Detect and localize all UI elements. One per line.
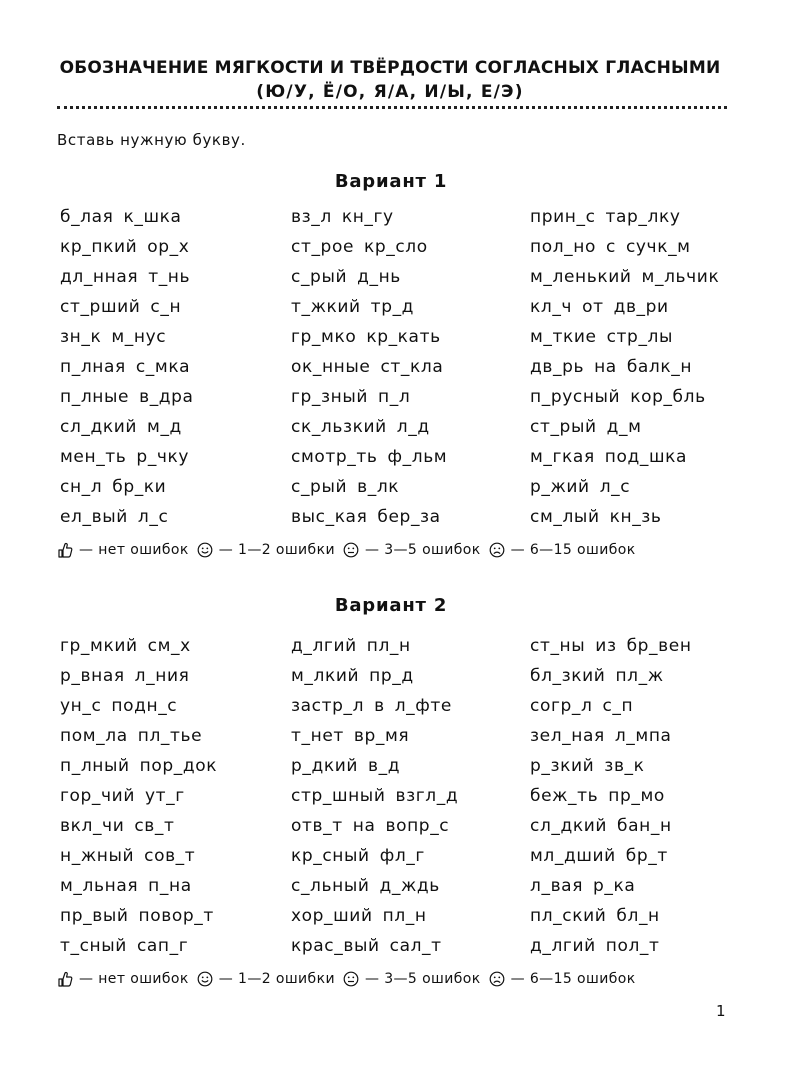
no-errors-label: — нет ошибок <box>79 542 189 558</box>
word-phrase: д_лгий пол_т <box>530 936 660 956</box>
word-phrase: с_рый д_нь <box>291 267 401 287</box>
word-phrase: дл_нная т_нь <box>60 267 191 287</box>
thumbs-up-icon <box>57 542 73 558</box>
word-phrase: кр_сный фл_г <box>291 846 425 866</box>
word-phrase: т_жкий тр_д <box>291 297 415 317</box>
word-phrase: хор_ший пл_н <box>291 906 427 926</box>
word-phrase: сн_л бр_ки <box>60 477 167 497</box>
some-errors-label: — 3—5 ошибок <box>364 542 481 558</box>
word-phrase: д_лгий пл_н <box>291 636 411 656</box>
variant-1-title: Вариант 1 <box>334 171 448 192</box>
word-phrase: ст_ны из бр_вен <box>530 636 692 656</box>
word-phrase: гр_мко кр_кать <box>291 327 441 347</box>
word-phrase: крас_вый сал_т <box>291 936 442 956</box>
word-row <box>60 875 740 905</box>
word-phrase: ст_рое кр_сло <box>291 237 428 257</box>
smiling-face-icon <box>197 542 213 558</box>
word-phrase: м_лкий пр_д <box>291 666 414 686</box>
variant-1-scoring-scale <box>57 542 636 558</box>
word-phrase: зел_ная л_мпа <box>530 726 672 746</box>
smiling-face-icon <box>197 971 213 987</box>
word-phrase: согр_л с_п <box>530 696 634 716</box>
word-phrase: ст_рший с_н <box>60 297 182 317</box>
word-row <box>60 416 740 446</box>
word-phrase: дв_рь на балк_н <box>530 357 693 377</box>
word-phrase: м_льная п_на <box>60 876 192 896</box>
word-row <box>60 476 740 506</box>
variant-2-title: Вариант 2 <box>334 595 448 616</box>
page-title: ОБОЗНАЧЕНИЕ МЯГКОСТИ И ТВЁРДОСТИ СОГЛАСНЫХ ГЛАСНЫМИ <box>59 58 721 78</box>
word-row <box>60 356 740 386</box>
few-errors-label: — 1—2 ошибки <box>218 542 335 558</box>
word-phrase: пл_ский бл_н <box>530 906 660 926</box>
word-phrase: застр_л в л_фте <box>291 696 452 716</box>
word-phrase: л_вая р_ка <box>530 876 636 896</box>
word-row <box>60 785 740 815</box>
word-phrase: зн_к м_нус <box>60 327 167 347</box>
no-errors-label: — нет ошибок <box>79 971 189 987</box>
word-phrase: кл_ч от дв_ри <box>530 297 669 317</box>
word-phrase: ск_льзкий л_д <box>291 417 430 437</box>
variant-2-scoring-scale <box>57 971 636 987</box>
word-phrase: ун_с подн_с <box>60 696 178 716</box>
word-row <box>60 665 740 695</box>
page-subtitle: (Ю/У, Ё/О, Я/А, И/Ы, Е/Э) <box>256 82 524 102</box>
word-row <box>60 755 740 785</box>
word-phrase: м_ленький м_льчик <box>530 267 720 287</box>
neutral-face-icon <box>343 971 359 987</box>
word-phrase: стр_шный взгл_д <box>291 786 459 806</box>
word-phrase: см_лый кн_зь <box>530 507 662 527</box>
word-row <box>60 296 740 326</box>
word-phrase: с_рый в_лк <box>291 477 400 497</box>
frowning-face-icon <box>489 542 505 558</box>
word-phrase: вз_л кн_гу <box>291 207 394 227</box>
word-phrase: р_дкий в_д <box>291 756 401 776</box>
word-phrase: т_нет вр_мя <box>291 726 410 746</box>
word-row <box>60 845 740 875</box>
word-row <box>60 206 740 236</box>
word-phrase: кр_пкий ор_х <box>60 237 190 257</box>
word-phrase: гр_зный п_л <box>291 387 411 407</box>
word-row <box>60 905 740 935</box>
word-phrase: т_сный сап_г <box>60 936 189 956</box>
some-errors-label: — 3—5 ошибок <box>364 971 481 987</box>
word-phrase: вкл_чи св_т <box>60 816 175 836</box>
word-phrase: п_лные в_дра <box>60 387 194 407</box>
word-phrase: р_зкий зв_к <box>530 756 645 776</box>
word-phrase: м_ткие стр_лы <box>530 327 674 347</box>
frowning-face-icon <box>489 971 505 987</box>
dotted-divider <box>57 106 727 109</box>
word-phrase: сл_дкий м_д <box>60 417 182 437</box>
word-phrase: беж_ть пр_мо <box>530 786 665 806</box>
word-row <box>60 695 740 725</box>
word-row <box>60 236 740 266</box>
word-phrase: прин_с тар_лку <box>530 207 681 227</box>
word-phrase: отв_т на вопр_с <box>291 816 450 836</box>
word-phrase: н_жный сов_т <box>60 846 196 866</box>
page-number: 1 <box>716 1002 726 1020</box>
word-phrase: пол_но с сучк_м <box>530 237 691 257</box>
word-row <box>60 386 740 416</box>
word-phrase: б_лая к_шка <box>60 207 182 227</box>
variant-2-word-grid <box>60 635 740 965</box>
variant-1-word-grid <box>60 206 740 536</box>
word-row <box>60 506 740 536</box>
word-row <box>60 635 740 665</box>
word-phrase: пом_ла пл_тье <box>60 726 203 746</box>
word-phrase: выс_кая бер_за <box>291 507 441 527</box>
word-phrase: п_русный кор_бль <box>530 387 706 407</box>
neutral-face-icon <box>343 542 359 558</box>
word-phrase: сл_дкий бан_н <box>530 816 672 836</box>
word-phrase: ок_нные ст_кла <box>291 357 444 377</box>
word-row <box>60 266 740 296</box>
word-phrase: гр_мкий см_х <box>60 636 191 656</box>
word-row <box>60 815 740 845</box>
word-phrase: п_лный пор_док <box>60 756 218 776</box>
word-phrase: п_лная с_мка <box>60 357 191 377</box>
few-errors-label: — 1—2 ошибки <box>218 971 335 987</box>
word-phrase: р_жий л_с <box>530 477 631 497</box>
word-phrase: мен_ть р_чку <box>60 447 190 467</box>
word-row <box>60 446 740 476</box>
word-row <box>60 935 740 965</box>
word-row <box>60 725 740 755</box>
word-phrase: гор_чий ут_г <box>60 786 185 806</box>
page-header <box>55 56 725 104</box>
word-phrase: пр_вый повор_т <box>60 906 214 926</box>
thumbs-up-icon <box>57 971 73 987</box>
many-errors-label: — 6—15 ошибок <box>510 971 636 987</box>
word-row <box>60 326 740 356</box>
word-phrase: м_гкая под_шка <box>530 447 687 467</box>
word-phrase: р_вная л_ния <box>60 666 190 686</box>
word-phrase: мл_дший бр_т <box>530 846 668 866</box>
word-phrase: ст_рый д_м <box>530 417 642 437</box>
word-phrase: смотр_ть ф_льм <box>291 447 448 467</box>
word-phrase: ел_вый л_с <box>60 507 169 527</box>
many-errors-label: — 6—15 ошибок <box>510 542 636 558</box>
task-instruction: Вставь нужную букву. <box>57 131 246 149</box>
word-phrase: бл_зкий пл_ж <box>530 666 664 686</box>
word-phrase: с_льный д_ждь <box>291 876 440 896</box>
